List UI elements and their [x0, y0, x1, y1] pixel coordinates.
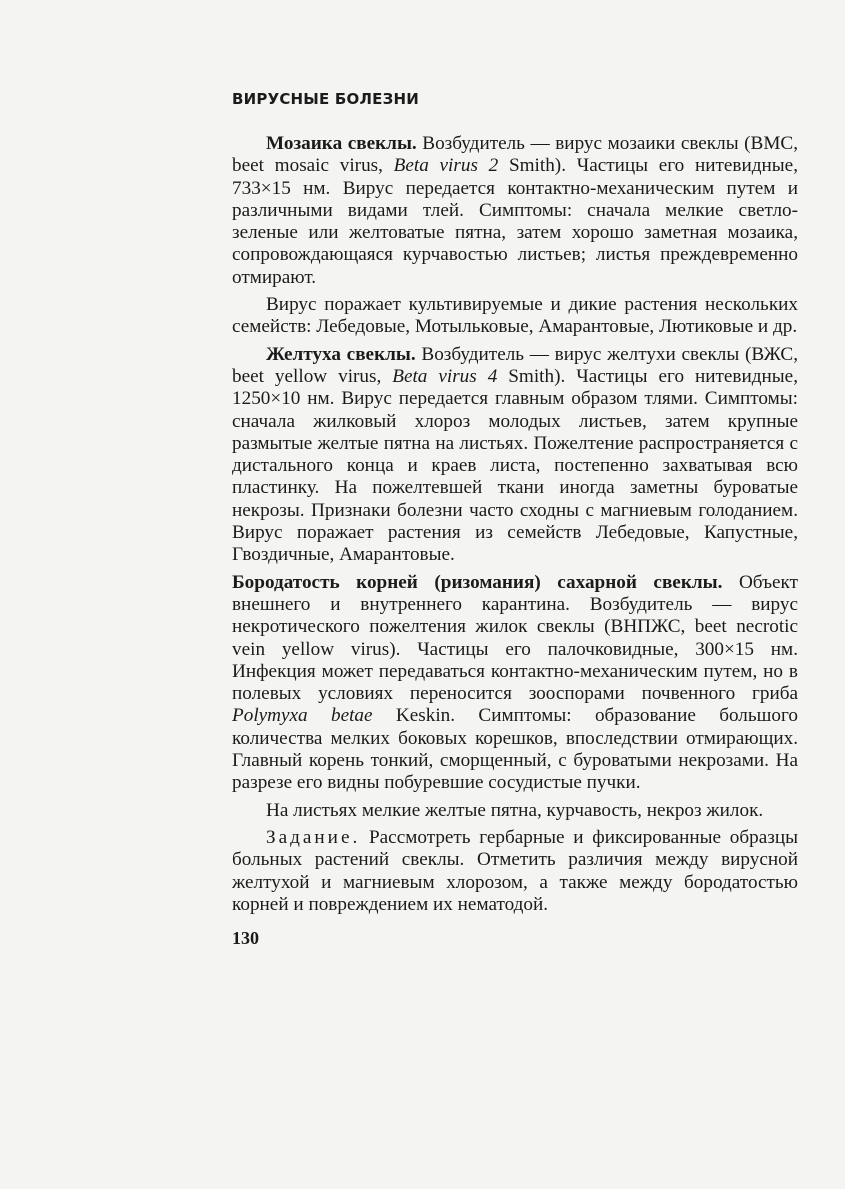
- running-head: ВИРУСНЫЕ БОЛЕЗНИ: [232, 90, 419, 108]
- latin-name: Beta virus 2: [393, 155, 499, 177]
- paragraph-host-plants: Вирус поражает культивируемые и дикие растения нескольких семейств: Лебедовые, Мотыльковые, Амарантовые, Лютиковые и др.: [232, 294, 798, 338]
- paragraph-beet-yellows: Желтуха свеклы. Возбудитель — вирус желтухи свеклы (ВЖС, beet yellow virus, Beta virus 4 Smith). Частицы его нитевидные, 1250×10 нм. Вирус передается главным образом тлями. Симптомы: сначала жилковый хлороз молодых листьев, затем крупные размытые желтые пятна на листьях. Пожелтение распространяется с дистального конца и краев листа, постепенно захватывая всю пластинку. На пожелтевшей ткани иногда заметны буроватые некрозы. Признаки болезни часто сходны с магниевым голоданием. Вирус поражает растения из семейств Лебедовые, Капустные, Гвоздичные, Амарантовые.: [232, 343, 798, 566]
- paragraph-rhizomania: Бородатость корней (ризомания) сахарной свеклы. Объект внешнего и внутреннего карантина. Возбудитель — вирус некротического пожелтения жилок свеклы (ВНПЖС, beet necrotic vein yellow virus). Частицы его палочковидные, 300×15 нм. Инфекция может передаваться контактно-механическим путем, но в полевых условиях переносится зооспорами почвенного гриба Polymyxa betae Keskin. Симптомы: образование большого количества мелких боковых корешков, впоследствии отмирающих. Главный корень тонкий, сморщенный, с буроватыми некрозами. На разрезе его видны побуревшие сосудистые пучки.: [232, 571, 798, 794]
- section-title-beet-yellows: Желтуха свеклы.: [266, 343, 416, 365]
- body-text: [232, 133, 798, 916]
- paragraph-assignment: Задание. Рассмотреть гербарные и фиксированные образцы больных растений свеклы. Отметить различия между вирусной желтухой и магниевым хлорозом, а также между бородатостью корней и повреждением их нематодой.: [232, 826, 798, 915]
- paragraph-beet-mosaic: Мозаика свеклы. Возбудитель — вирус мозаики свеклы (ВМС, beet mosaic virus, Beta virus 2 Smith). Частицы его нитевидные, 733×15 нм. Вирус передается контактно-механическим путем и различными видами тлей. Симптомы: сначала мелкие светло-зеленые или желтоватые пятна, затем хорошо заметная мозаика, сопровождающаяся курчавостью листьев; листья преждевременно отмирают.: [232, 133, 798, 288]
- assignment-label: Задание.: [266, 826, 361, 848]
- paragraph-leaf-symptoms: На листьях мелкие желтые пятна, курчавость, некроз жилок.: [266, 799, 764, 821]
- section-title-rhizomania: Бородатость корней (ризомания) сахарной свеклы.: [232, 571, 723, 593]
- book-page: [232, 90, 798, 949]
- latin-name: Beta virus 4: [392, 365, 498, 387]
- latin-name: Polymyxa betae: [232, 705, 373, 727]
- page-number: 130: [232, 928, 259, 949]
- section-title-beet-mosaic: Мозаика свеклы.: [266, 133, 417, 154]
